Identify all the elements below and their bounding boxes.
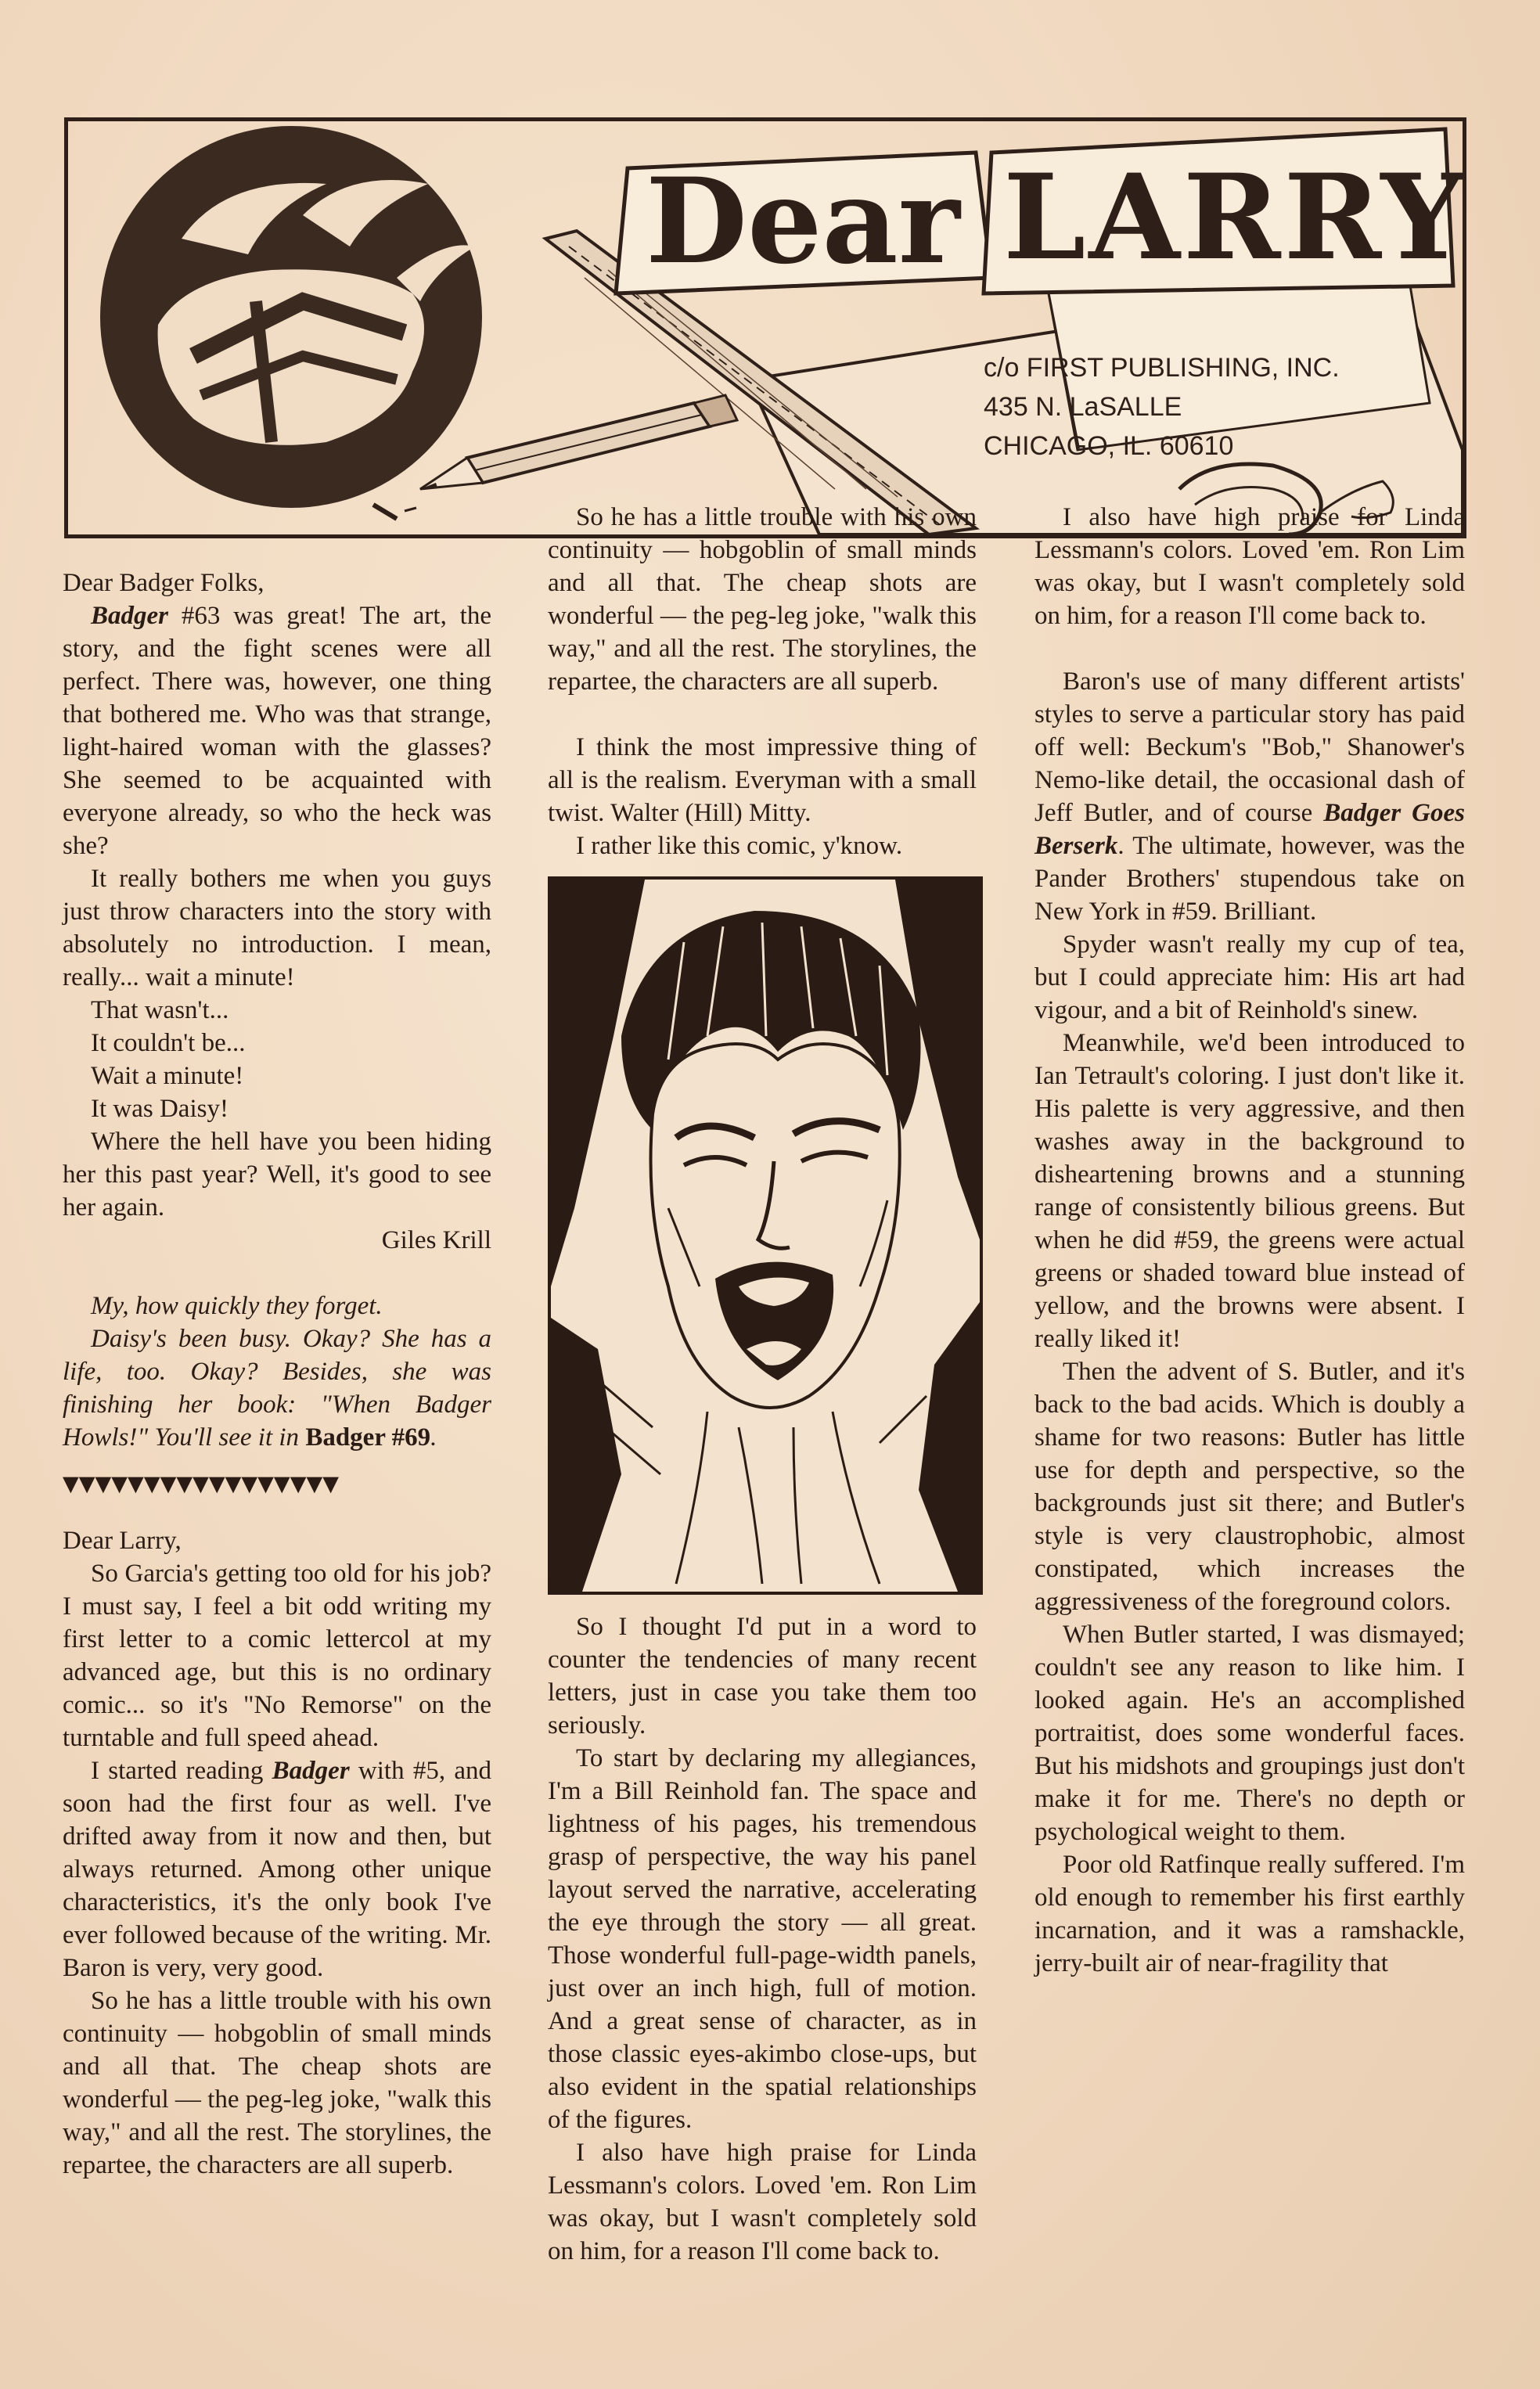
letter2-p2b: with #5, and soon had the first four as well. I've drifted away from it now and then, but always returned. Among other unique characteristics, it's the only book I've ever followed because of the writing. Mr. Baron is very, very good. xyxy=(63,1757,491,1982)
title-dear: Dear xyxy=(646,153,960,290)
column-2 xyxy=(548,503,977,2265)
letter2-salutation: Dear Larry, xyxy=(63,1527,182,1555)
mailing-address xyxy=(984,348,1340,466)
letter1-line: It was Daisy! xyxy=(91,1095,228,1123)
address-line: 435 N. LaSALLE xyxy=(984,392,1182,422)
letter3-paragraph: So I thought I'd put in a word to counter the tendencies of many recent letters, just in case you take them too seriously. xyxy=(548,1613,977,1740)
badger-goes-berserk-title: Badger Goes Berserk xyxy=(1034,799,1465,860)
letter1-salutation: Dear Badger Folks, xyxy=(63,569,264,597)
letter3-p3-tail: I also have high praise for Linda Lessmann's colors. Loved 'em. Ron Lim was okay, but I wasn't completely sold on him, for a reason I'll come back to. xyxy=(1034,503,1465,630)
section-divider: ▼▼▼▼▼▼▼▼▼▼▼▼▼▼▼▼▼ xyxy=(63,1472,339,1496)
letter2-paragraph: I think the most impressive thing of all is the realism. Everyman with a small twist. Walter (Hill) Mitty. xyxy=(548,733,977,827)
title-larry: LARRY xyxy=(1003,149,1468,286)
badger-title: Badger xyxy=(91,602,168,630)
letter2-paragraph: I rather like this comic, y'know. xyxy=(576,832,903,860)
letter2-p3-tail: So he has a little trouble with his own continuity — hobgoblin of small minds and all that. The cheap shots are wonderful — the peg-leg joke, "walk this way," and all the rest. The storylines, the repartee, the characters are all superb. xyxy=(548,503,977,696)
letter3-paragraph: Meanwhile, we'd been introduced to Ian Tetrault's coloring. I just don't like it. His palette is very aggressive, and then washes away in the background to disheartening browns and a stunning range of consistently bilious greens. But when he did #59, the greens were actual greens or shaded toward blue instead of yellow, and the browns were absent. I really liked it! xyxy=(1034,1029,1465,1353)
letter3-paragraph-continuation xyxy=(1034,503,1465,665)
title-panels xyxy=(616,129,1468,293)
letter2-paragraph xyxy=(63,1754,491,1984)
letter2-paragraph: So Garcia's getting too old for his job? I must say, I feel a bit odd writing my first letter to a comic lettercol at my advanced age, but this is no ordinary comic... so it's "No Remorse" on the turntable and full speed ahead. xyxy=(63,1560,491,1752)
letter1-line: Wait a minute! xyxy=(91,1062,244,1090)
screaming-face-illustration xyxy=(548,876,983,1595)
letter3-paragraph: Poor old Ratfinque really suffered. I'm old enough to remember his first earthly incarnation, and it was a ramshackle, jerry-built air of near-fragility that xyxy=(1034,1851,1465,1977)
illustration-art xyxy=(551,880,980,1592)
letter3-p4a: Baron's use of many different artists' styles to serve a particular story has paid off well: Beckum's "Bob," Shanower's Nemo-like detail, the occasional dash of Jeff Butler, and of course xyxy=(1034,667,1465,827)
letter1-line: It couldn't be... xyxy=(91,1029,246,1057)
letter1-paragraph: Where the hell have you been hiding her this past year? Well, it's good to see her again. xyxy=(63,1128,491,1221)
letter1-paragraph xyxy=(63,599,491,862)
letter1-paragraph: It really bothers me when you guys just throw characters into the story with absolutely no introduction. I mean, really... wait a minute! xyxy=(63,865,491,991)
reply1-line: My, how quickly they forget. xyxy=(91,1292,383,1320)
reply1-text: Daisy's been busy. Okay? She has a life, too. Okay? Besides, she was finishing her book: "When Badger Howls!" You'll see it in xyxy=(63,1325,491,1452)
letter1-line: That wasn't... xyxy=(91,996,229,1024)
letter2-p2a: I started reading xyxy=(91,1757,272,1785)
column-3 xyxy=(1034,503,1465,1980)
badger-claw-logo-icon xyxy=(100,126,482,508)
letter3-paragraph: When Butler started, I was dismayed; couldn't see any reason to like him. I looked again. He's an accomplished portraitist, does some wonderful faces. But his midshots and groupings just don't make it for me. There's no depth or psychological weight to them. xyxy=(1034,1621,1465,1846)
address-line: c/o FIRST PUBLISHING, INC. xyxy=(984,353,1340,383)
letter3-paragraph: To start by declaring my allegiances, I'm a Bill Reinhold fan. The space and lightness of his pages, his tremendous grasp of perspective, the way his panel layout served the narrative, accelerating the eye through the story — all great. Those wonderful full-page-width panels, just over an inch high, full of motion. And a great sense of character, as in those classic eyes-akimbo close-ups, but also evident in the spatial relationships of the figures. xyxy=(548,1744,977,2134)
letter1-signature: Giles Krill xyxy=(381,1226,491,1254)
letter-column-header xyxy=(64,117,1466,538)
letter3-paragraph: Spyder wasn't really my cup of tea, but I could appreciate him: His art had vigour, and a bit of Reinhold's sinew. xyxy=(1034,930,1465,1024)
reply1-issue: Badger #69 xyxy=(305,1423,431,1452)
address-line: CHICAGO, IL. 60610 xyxy=(984,431,1234,461)
header-artwork xyxy=(68,121,1468,534)
reply1-end: . xyxy=(430,1423,437,1452)
letter3-p4b: . The ultimate, however, was the Pander Brothers' stupendous take on New York in #59. Brilliant. xyxy=(1034,832,1465,926)
column-1 xyxy=(63,567,491,2179)
letter2-paragraph-continued: So he has a little trouble with his own continuity — hobgoblin of small minds and all that. The cheap shots are wonderful — the peg-leg joke, "walk this way," and all the rest. The storylines, the repartee, the characters are all superb. xyxy=(63,1987,491,2179)
letter3-p3-text: I also have high praise for Linda Lessmann's colors. Loved 'em. Ron Lim was okay, but I wasn't completely sold on him, for a reason I'll come back to. xyxy=(548,2139,977,2265)
letter3-paragraph: Then the advent of S. Butler, and it's back to the bad acids. Which is doubly a shame for two reasons: Butler has little use for depth and perspective, so the backgrounds just sit there; and Butler's style is very claustrophobic, almost constipated, which increases the aggressiveness of the foreground colors. xyxy=(1034,1358,1465,1616)
badger-title: Badger xyxy=(272,1757,350,1785)
letter3-paragraph xyxy=(1034,665,1465,928)
letter2-paragraph-continuation xyxy=(548,503,977,731)
letter3-paragraph-start xyxy=(548,2136,977,2265)
letter1-p1-text: #63 was great! The art, the story, and the fight scenes were all perfect. There was, however, one thing that bothered me. Who was that strange, light-haired woman with the glasses? She seemed to be acquainted with everyone already, so who the heck was she? xyxy=(63,602,491,860)
reply1-paragraph xyxy=(63,1322,491,1454)
